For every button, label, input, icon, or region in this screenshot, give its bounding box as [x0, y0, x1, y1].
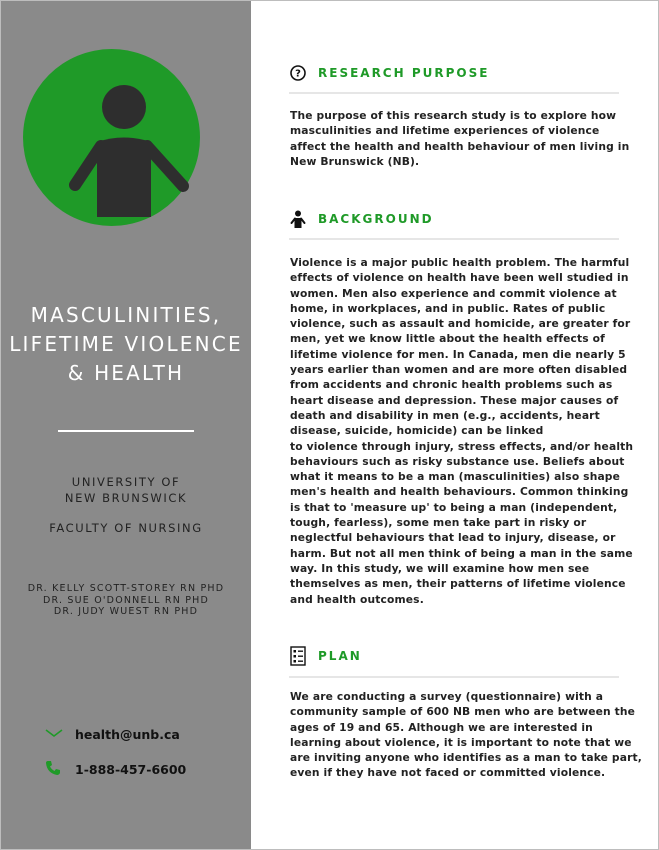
phone-icon [45, 760, 65, 779]
author-list [1, 583, 251, 618]
text-line: what it means to be a man (masculinities) also shape [290, 470, 621, 484]
text-line: even if they have not faced or committed violence. [290, 766, 606, 780]
section-title: PLAN [318, 649, 362, 663]
phone-contact[interactable] [45, 760, 186, 779]
title-divider [58, 430, 194, 432]
author-name: DR. SUE O'DONNELL RN PHD [42, 594, 210, 606]
text-line: effects of violence on health have been well studied in [290, 271, 629, 285]
author-name: DR. KELLY SCOTT-STOREY RN PHD [27, 583, 225, 594]
title-line: & HEALTH [67, 361, 185, 385]
text-line: Violence is a major public health problem. The harmful [290, 256, 630, 269]
text-line: disease, suicide, homicide) can be linked [290, 424, 544, 438]
text-line: masculinities and lifetime experiences of violence [290, 124, 600, 138]
university-name [1, 474, 251, 506]
text-line: harm. But not all men think of being a man in the same [290, 546, 633, 560]
section-divider [289, 676, 619, 678]
avatar-circle [23, 49, 200, 226]
text-line: women. Men also experience and commit violence at [290, 286, 617, 300]
text-line: neglectful behaviours that lead to injury, disease, or [290, 531, 616, 545]
research-purpose-heading [289, 63, 489, 83]
text-line: from accidents and chronic health problems such as [290, 378, 613, 392]
section-title: BACKGROUND [318, 212, 434, 226]
text-line: way. In this study, we will examine how men see [290, 561, 590, 575]
text-line: learning about violence, it is important to note that we [290, 735, 632, 749]
email-address[interactable]: health@unb.ca [75, 727, 180, 742]
text-line: behaviours such as risky substance use. Beliefs about [290, 454, 625, 468]
checklist-icon [289, 647, 307, 665]
plan-heading [289, 646, 362, 666]
text-line: tough, fearless), some men take part in risky or [290, 516, 587, 530]
question-circle-icon [289, 64, 307, 82]
text-line: We are conducting a survey (questionnaire) with a [290, 690, 604, 703]
text-line: years earlier than women and are more often disabled [290, 363, 628, 377]
author-name: DR. JUDY WUEST RN PHD [53, 606, 199, 617]
text-line: is that to 'measure up' to being a man (independent, [290, 500, 618, 514]
text-line: ages of 19 and 65. Although we are interested in [290, 720, 593, 734]
text-line: The purpose of this research study is to explore how [290, 109, 617, 122]
section-title: RESEARCH PURPOSE [318, 66, 490, 80]
text-line: themselves as men, their patterns of lifetime violence [290, 577, 626, 591]
envelope-icon [45, 727, 65, 742]
text-line: death and disability in men (e.g., accidents, heart [290, 408, 600, 422]
phone-number[interactable]: 1-888-457-6600 [75, 762, 187, 777]
text-line: lifetime violence for men. In Canada, men die nearly 5 [290, 347, 626, 361]
university-line: UNIVERSITY OF [71, 475, 181, 489]
person-icon [289, 210, 307, 228]
sidebar [1, 1, 251, 849]
text-line: men's health and health behaviours. Common thinking [290, 485, 629, 499]
text-line: home, in workplaces, and in public. Rates of public [290, 301, 606, 315]
title-line: MASCULINITIES, [30, 303, 222, 327]
title-line: LIFETIME VIOLENCE [9, 332, 243, 356]
text-line: men, yet we know little about the health effects of [290, 332, 605, 346]
text-line: heart disease and depression. These major causes of [290, 393, 619, 407]
text-line: New Brunswick (NB). [290, 154, 420, 168]
university-line: NEW BRUNSWICK [64, 491, 188, 505]
section-divider [289, 238, 619, 240]
svg-text:?: ? [295, 68, 301, 80]
text-line: are inviting anyone who identifies as a man to take part, [290, 751, 642, 765]
text-line: affect the health and health behaviour of men living in [290, 139, 630, 153]
plan-text [290, 689, 642, 781]
background-text [290, 255, 634, 607]
text-line: community sample of 600 NB men who are between the [290, 705, 636, 719]
person-icon [23, 49, 200, 226]
faculty-name: FACULTY OF NURSING [49, 521, 203, 535]
research-purpose-text [290, 108, 630, 169]
section-divider [289, 92, 619, 94]
background-heading [289, 209, 434, 229]
document-title [1, 301, 251, 388]
text-line: and health outcomes. [290, 592, 424, 606]
text-line: violence, such as assault and homicide, are greater for [290, 317, 631, 331]
text-line: to violence through injury, stress effects, and/or health [290, 439, 634, 453]
email-contact[interactable] [45, 726, 180, 742]
